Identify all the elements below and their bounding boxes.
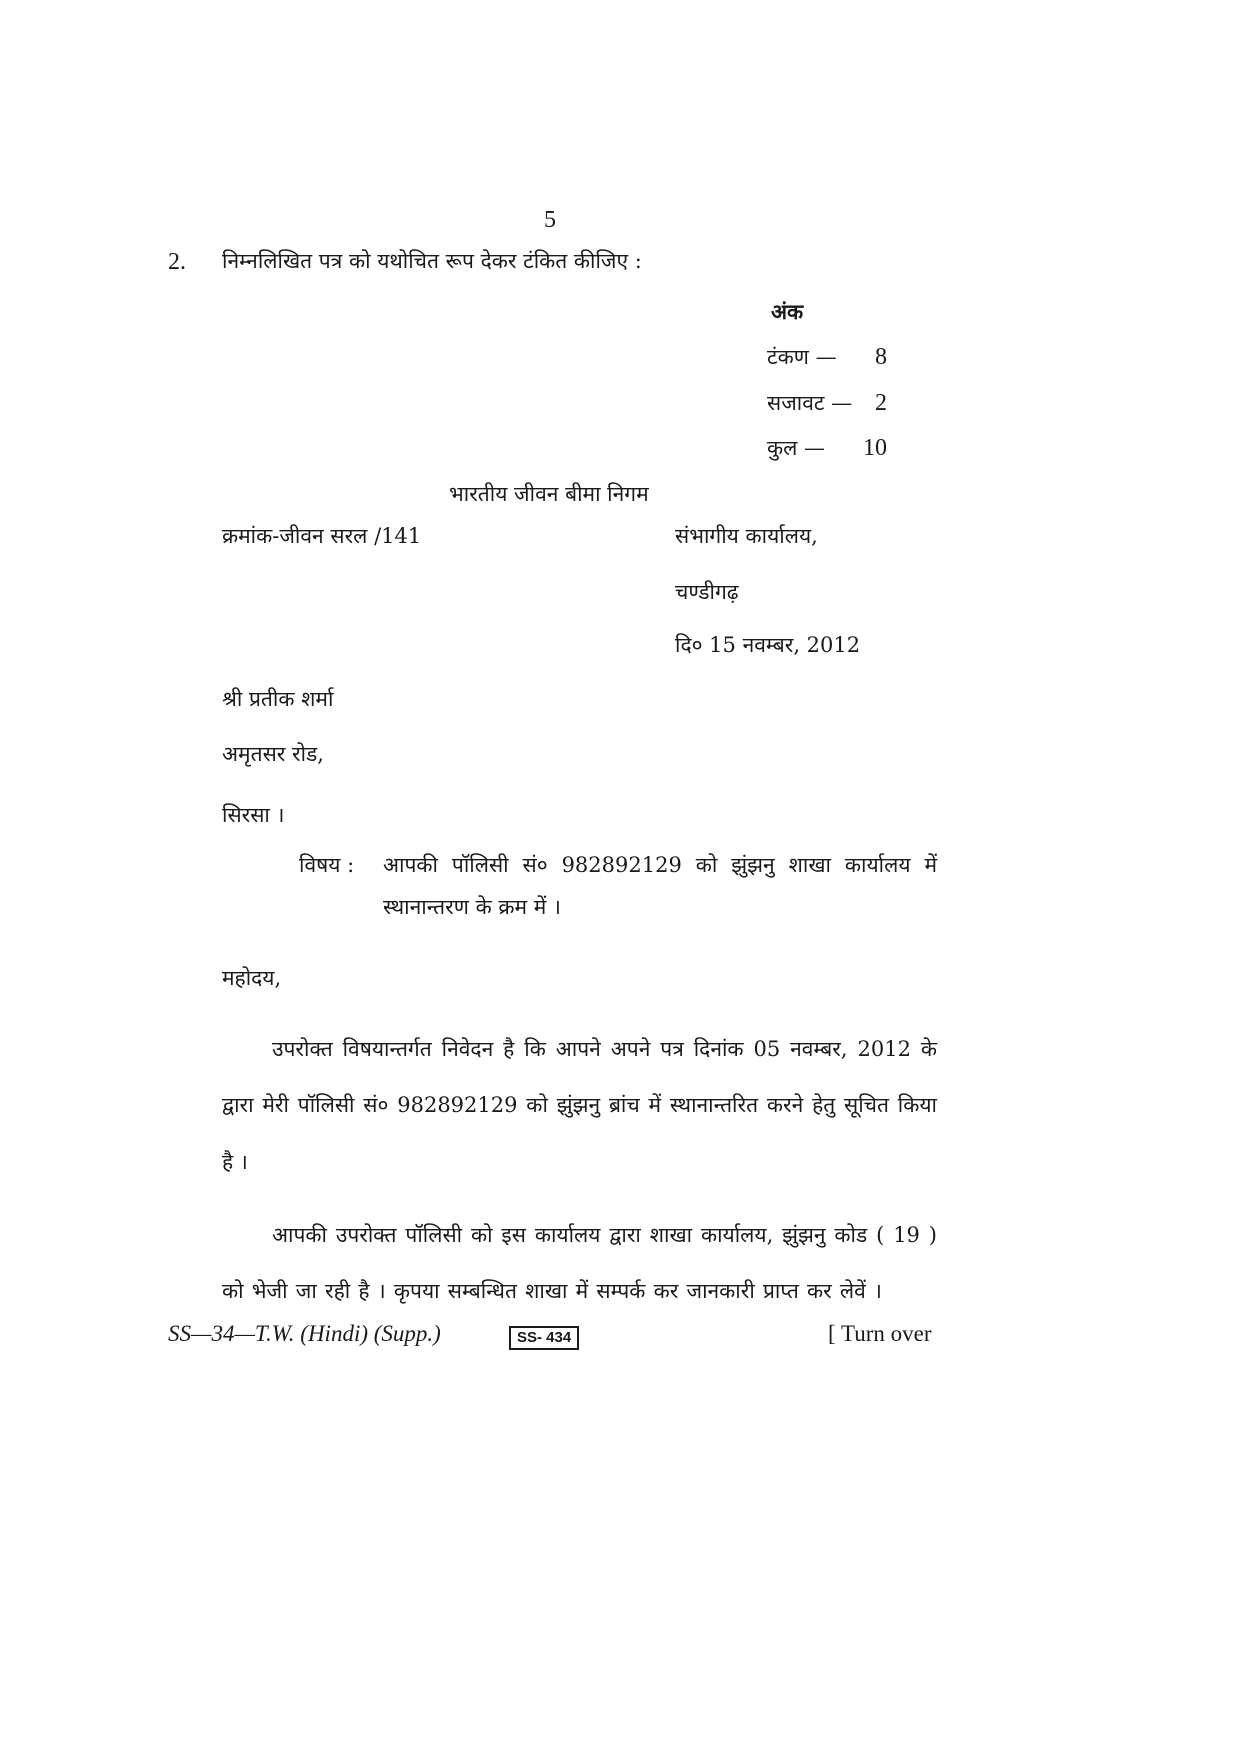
organization-name: भारतीय जीवन बीमा निगम xyxy=(449,482,649,506)
subject-label: विषय : xyxy=(299,853,355,877)
addressee-street: अमृतसर रोड, xyxy=(222,742,324,766)
subject-line-1: आपकी पॉलिसी सं० 982892129 को झुंझनु शाखा कार्यालय में xyxy=(383,853,937,877)
paragraph-2-line-2: को भेजी जा रही है । कृपया सम्बन्धित शाखा में सम्पर्क कर जानकारी प्राप्त कर लेवें । xyxy=(222,1279,882,1303)
addressee-name: श्री प्रतीक शर्मा xyxy=(222,687,334,711)
marks-label: टंकण — xyxy=(767,345,837,369)
marks-label: कुल — xyxy=(767,436,826,460)
reference-number: क्रमांक-जीवन सरल /141 xyxy=(222,524,422,548)
paper-code: SS—34—T.W. (Hindi) (Supp.) xyxy=(168,1321,441,1346)
turn-over-label: [ Turn over xyxy=(828,1321,932,1346)
paragraph-1-line-1: उपरोक्त विषयान्तर्गत निवेदन है कि आपने अपने पत्र दिनांक 05 नवम्बर, 2012 के xyxy=(272,1037,937,1061)
salutation: महोदय, xyxy=(222,966,282,990)
marks-value: 2 xyxy=(875,390,887,416)
page-number: 5 xyxy=(544,207,556,233)
question-instruction: निम्नलिखित पत्र को यथोचित रूप देकर टंकित कीजिए : xyxy=(222,249,642,273)
subject-line-2: स्थानान्तरण के क्रम में । xyxy=(383,895,561,919)
paragraph-1-line-3: है । xyxy=(222,1150,248,1174)
paragraph-2-line-1: आपकी उपरोक्त पॉलिसी को इस कार्यालय द्वारा शाखा कार्यालय, झुंझनु कोड ( 19 ) xyxy=(272,1223,937,1247)
office-city: चण्डीगढ़ xyxy=(675,580,739,604)
marks-heading: अंक xyxy=(771,299,804,324)
paragraph-1-line-2: द्वारा मेरी पॉलिसी सं० 982892129 को झुंझनु ब्रांच में स्थानान्तरित करने हेतु सूचित किया xyxy=(222,1093,937,1117)
letter-date: दि० 15 नवम्बर, 2012 xyxy=(675,633,861,657)
marks-value: 8 xyxy=(875,344,887,370)
office-name: संभागीय कार्यालय, xyxy=(675,524,818,548)
ss-code-box: SS- 434 xyxy=(509,1326,579,1350)
question-number: 2. xyxy=(168,249,186,275)
marks-label: सजावट — xyxy=(767,391,853,415)
marks-value: 10 xyxy=(863,435,887,461)
addressee-city: सिरसा । xyxy=(222,803,285,827)
